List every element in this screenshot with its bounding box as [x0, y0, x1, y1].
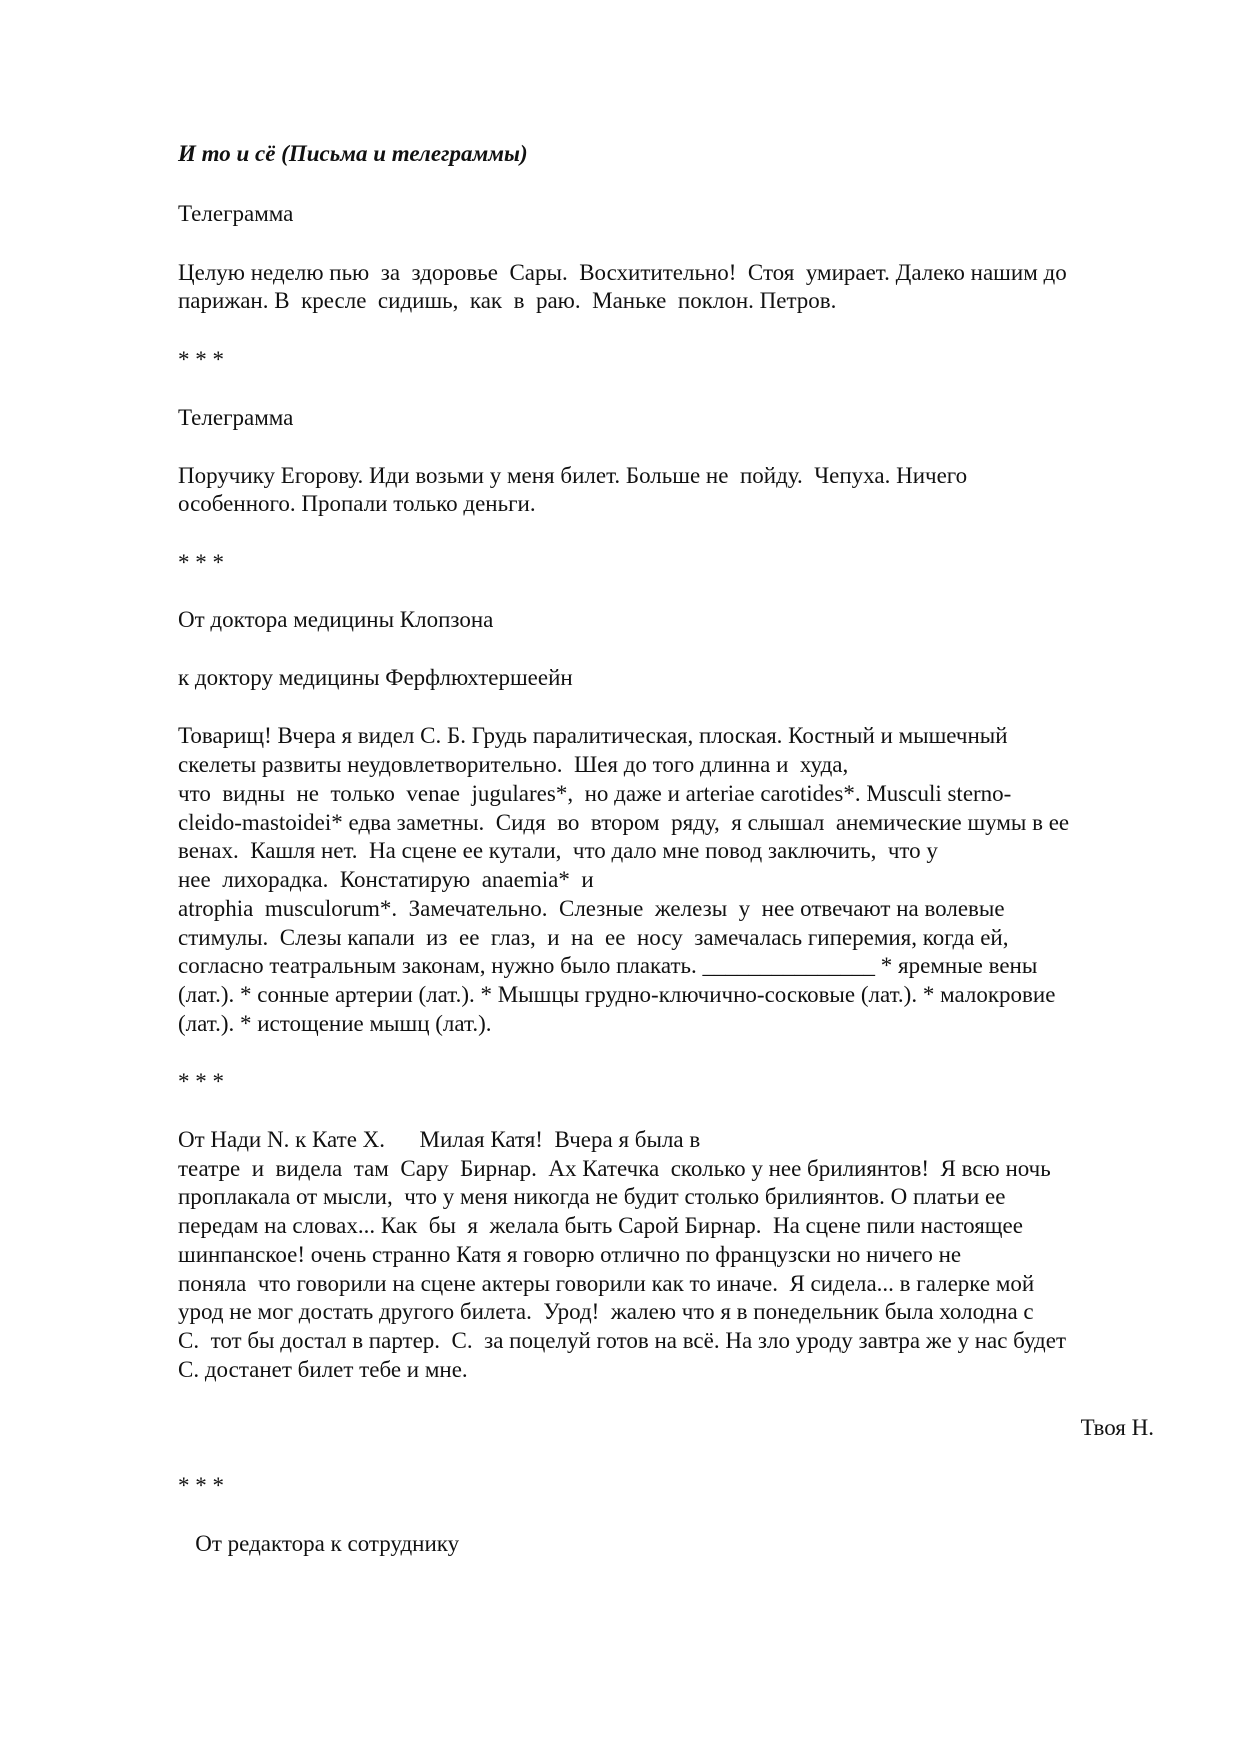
letter3-line: что видны не только venae jugulares*, но даже и arteriae carotides*. Musculi sterno- [178, 781, 1012, 806]
letter3-line: atrophia musculorum*. Замечательно. Слезные железы у нее отвечают на волевые [178, 896, 1005, 921]
letter4-line: шинпанское! очень странно Катя я говорю отлично по французски но ничего не [178, 1242, 962, 1267]
letter4-line: проплакала от мысли, что у меня никогда не будит столько брилиянтов. О платьи ее [178, 1184, 1006, 1209]
letter1-line: парижан. В кресле сидишь, как в раю. Маньке поклон. Петров. [178, 288, 837, 313]
separator: * * * [178, 347, 224, 372]
letter3-line: стимулы. Слезы капали из ее глаз, и на ее носу замечалась гиперемия, когда ей, [178, 925, 1009, 950]
letter2-line: Поручику Егорову. Иди возьми у меня билет. Больше не пойду. Чепуха. Ничего [178, 463, 968, 488]
separator: * * * [178, 1069, 224, 1094]
letter4-line: театре и видела там Сару Бирнар. Ах Катечка сколько у нее брилиянтов! Я всю ночь [178, 1156, 1051, 1181]
letter4-line: От Нади N. к Кате X. Милая Катя! Вчера я была в [178, 1127, 701, 1152]
letter3-from: От доктора медицины Клопзона [178, 607, 494, 632]
letter3-to: к доктору медицины Ферфлюхтершеейн [178, 665, 573, 690]
letter3-line: cleido-mastoidei* едва заметны. Сидя во втором ряду, я слышал анемические шумы в ее [178, 810, 1070, 835]
letter5-heading: От редактора к сотруднику [178, 1531, 460, 1556]
letter4-line: передам на словах... Как бы я желала быть Сарой Бирнар. На сцене пили настоящее [178, 1213, 1023, 1238]
document-title: И то и сё (Письма и телеграммы) [178, 141, 528, 166]
letter1-heading: Телеграмма [178, 201, 294, 226]
letter3-line: скелеты развиты неудовлетворительно. Шея до того длинна и худа, [178, 752, 849, 777]
letter2-line: особенного. Пропали только деньги. [178, 491, 536, 516]
letter4-line: С. достанет билет тебе и мне. [178, 1357, 468, 1382]
letter3-line: (лат.). * сонные артерии (лат.). * Мышцы грудно-ключично-сосковые (лат.). * малокровие [178, 982, 1056, 1007]
separator: * * * [178, 1473, 224, 1498]
separator: * * * [178, 550, 224, 575]
letter1-line: Целую неделю пью за здоровье Сары. Восхитительно! Стоя умирает. Далеко нашим до [178, 260, 1067, 285]
letter3-line: нее лихорадка. Констатирую anaemia* и [178, 867, 594, 892]
letter4-line: поняла что говорили на сцене актеры говорили как то иначе. Я сидела... в галерке мой [178, 1271, 1035, 1296]
letter3-line: Товарищ! Вчера я видел С. Б. Грудь паралитическая, плоская. Костный и мышечный [178, 723, 1008, 748]
letter4-signature: Твоя Н. [1080, 1415, 1154, 1440]
letter3-line: согласно театральным законам, нужно было плакать. _______________ * яремные вены [178, 953, 1038, 978]
letter4-line: С. тот бы достал в партер. С. за поцелуй готов на всё. На зло уроду завтра же у нас будет [178, 1328, 1067, 1353]
letter3-line: венах. Кашля нет. На сцене ее кутали, что дало мне повод заключить, что у [178, 838, 938, 863]
letter2-heading: Телеграмма [178, 405, 294, 430]
letter4-line: урод не мог достать другого билета. Урод! жалею что я в понедельник была холодна с [178, 1299, 1034, 1324]
letter3-line: (лат.). * истощение мышц (лат.). [178, 1011, 492, 1036]
